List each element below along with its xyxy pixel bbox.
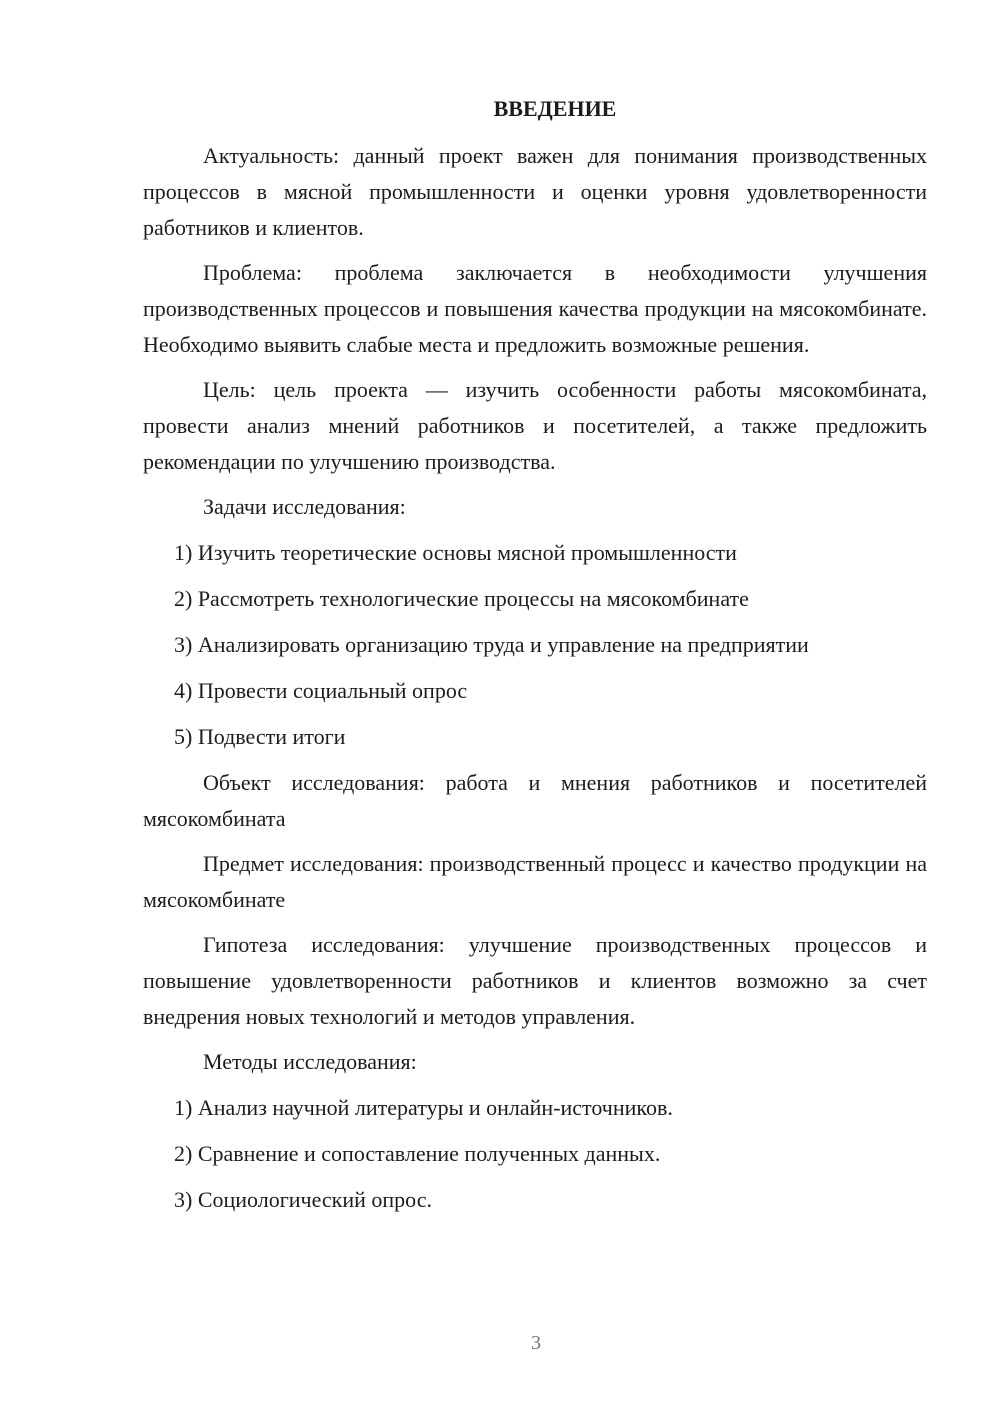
list-item: 2) Сравнение и сопоставление полученных данных. [174, 1141, 661, 1166]
list-item: 5) Подвести итоги [174, 724, 346, 749]
object-paragraph: Объект исследования: работа и мнения работников и посетителей мясокомбината [143, 770, 927, 831]
list-item: 4) Провести социальный опрос [174, 678, 468, 703]
page-number: 3 [531, 1332, 541, 1354]
tasks-label: Задачи исследования: [203, 494, 406, 519]
list-item: 2) Рассмотреть технологические процессы на мясокомбинате [174, 586, 749, 611]
page-title: ВВЕДЕНИЕ [493, 96, 617, 121]
problem-paragraph: Проблема: проблема заключается в необходимости улучшения производственных процессов и повышения качества продукции на мясокомбинате. Необходимо выявить слабые места и предложить возможные решения. [143, 260, 927, 357]
subject-paragraph: Предмет исследования: производственный процесс и качество продукции на мясокомбинате [143, 851, 927, 912]
list-item: 3) Социологический опрос. [174, 1187, 432, 1212]
relevance-paragraph: Актуальность: данный проект важен для понимания производственных процессов в мясной промышленности и оценки уровня удовлетворенности работников и клиентов. [143, 143, 927, 240]
methods-label: Методы исследования: [203, 1049, 417, 1074]
list-item: 1) Анализ научной литературы и онлайн-источников. [174, 1095, 673, 1120]
tasks-list [143, 535, 927, 755]
list-item: 3) Анализировать организацию труда и управление на предприятии [174, 632, 809, 657]
hypothesis-paragraph: Гипотеза исследования: улучшение производственных процессов и повышение удовлетворенности работников и клиентов возможно за счет внедрения новых технологий и методов управления. [143, 932, 927, 1029]
goal-paragraph: Цель: цель проекта — изучить особенности работы мясокомбината, провести анализ мнений работников и посетителей, а также предложить рекомендации по улучшению производства. [143, 377, 927, 474]
methods-list [143, 1090, 927, 1218]
list-item: 1) Изучить теоретические основы мясной промышленности [174, 540, 737, 565]
